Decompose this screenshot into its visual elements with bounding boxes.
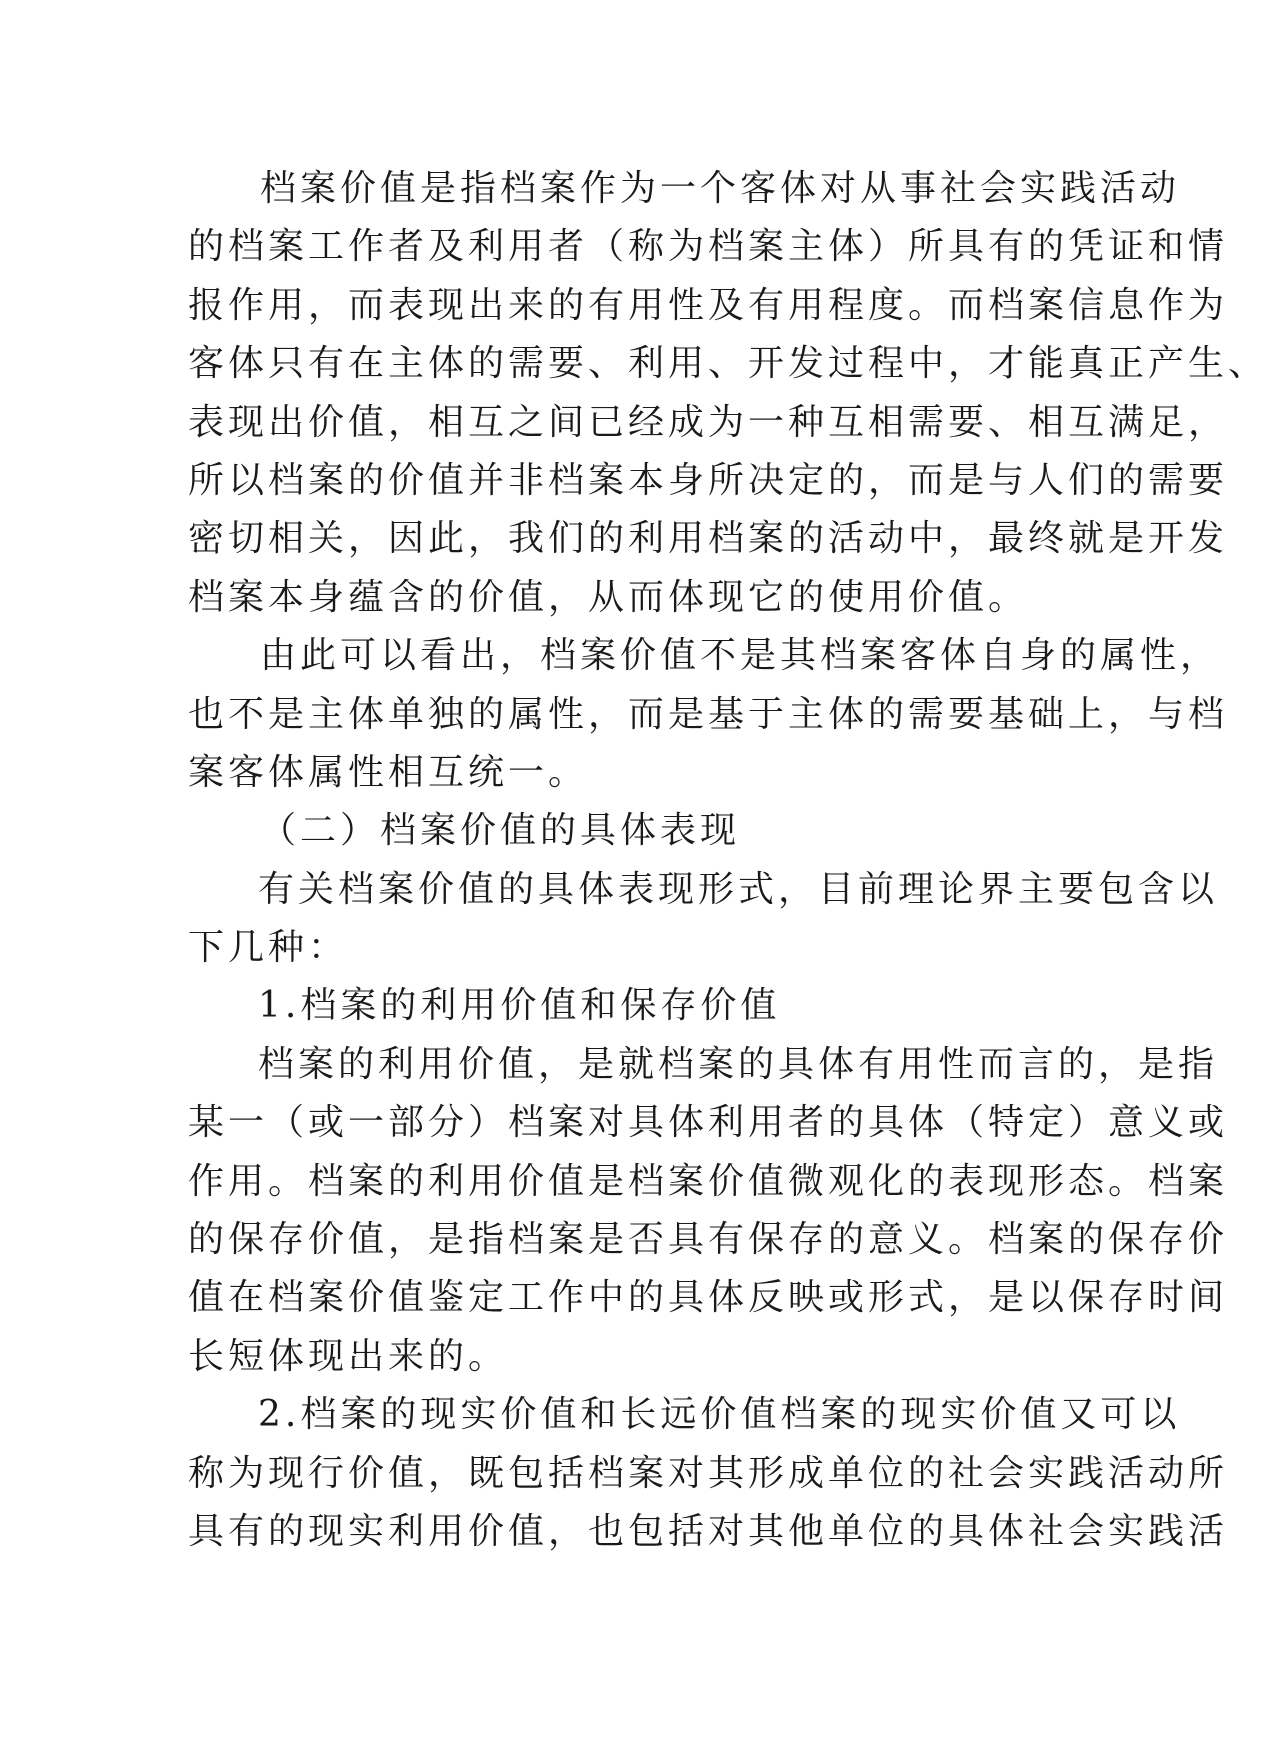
paragraph-line: 报作用，而表现出来的有用性及有用程度。而档案信息作为 (188, 284, 1229, 326)
paragraph-line: 也不是主体单独的属性，而是基于主体的需要基础上，与档 (188, 693, 1229, 735)
paragraph-line: 值在档案价值鉴定工作中的具体反映或形式，是以保存时间 (188, 1277, 1229, 1319)
paragraph-line: 的保存价值，是指档案是否具有保存的意义。档案的保存价 (188, 1219, 1229, 1261)
paragraph-line: 档案本身蕴含的价值，从而体现它的使用价值。 (188, 576, 1029, 618)
paragraph-line: 所以档案的价值并非档案本身所决定的，而是与人们的需要 (188, 459, 1229, 501)
paragraph-line: 案客体属性相互统一。 (188, 751, 589, 793)
paragraph-line: 称为现行价值，既包括档案对其形成单位的社会实践活动所 (188, 1452, 1229, 1494)
paragraph-line: 密切相关，因此，我们的利用档案的活动中，最终就是开发 (188, 518, 1229, 560)
paragraph-line: 档案价值是指档案作为一个客体对从事社会实践活动 (260, 168, 1181, 209)
paragraph-line: 的档案工作者及利用者（称为档案主体）所具有的凭证和情 (188, 226, 1229, 268)
paragraph-line: 作用。档案的利用价值是档案价值微观化的表现形态。档案 (188, 1160, 1229, 1202)
paragraph-line: 表现出价值，相互之间已经成为一种互相需要、相互满足， (188, 401, 1229, 443)
subsection-heading: 1.档案的利用价值和保存价值 (258, 985, 781, 1027)
paragraph-line: 档案的利用价值，是就档案的具体有用性而言的，是指 (258, 1043, 1219, 1085)
paragraph-line: 某一（或一部分）档案对具体利用者的具体（特定）意义或 (188, 1102, 1229, 1144)
paragraph-line: 客体只有在主体的需要、利用、开发过程中，才能真正产生、 (188, 343, 1268, 385)
section-heading: （二）档案价值的具体表现 (260, 810, 741, 852)
document-body (188, 160, 1268, 1561)
paragraph-line: 由此可以看出，档案价值不是其档案客体自身的属性， (260, 635, 1221, 677)
subsection-heading: 2.档案的现实价值和长远价值档案的现实价值又可以 (258, 1394, 1181, 1436)
paragraph-line: 下几种： (188, 927, 349, 969)
paragraph-line: 长短体现出来的。 (188, 1335, 509, 1377)
paragraph-line: 具有的现实利用价值，也包括对其他单位的具体社会实践活 (188, 1510, 1229, 1552)
paragraph-line: 有关档案价值的具体表现形式，目前理论界主要包含以 (258, 868, 1219, 910)
